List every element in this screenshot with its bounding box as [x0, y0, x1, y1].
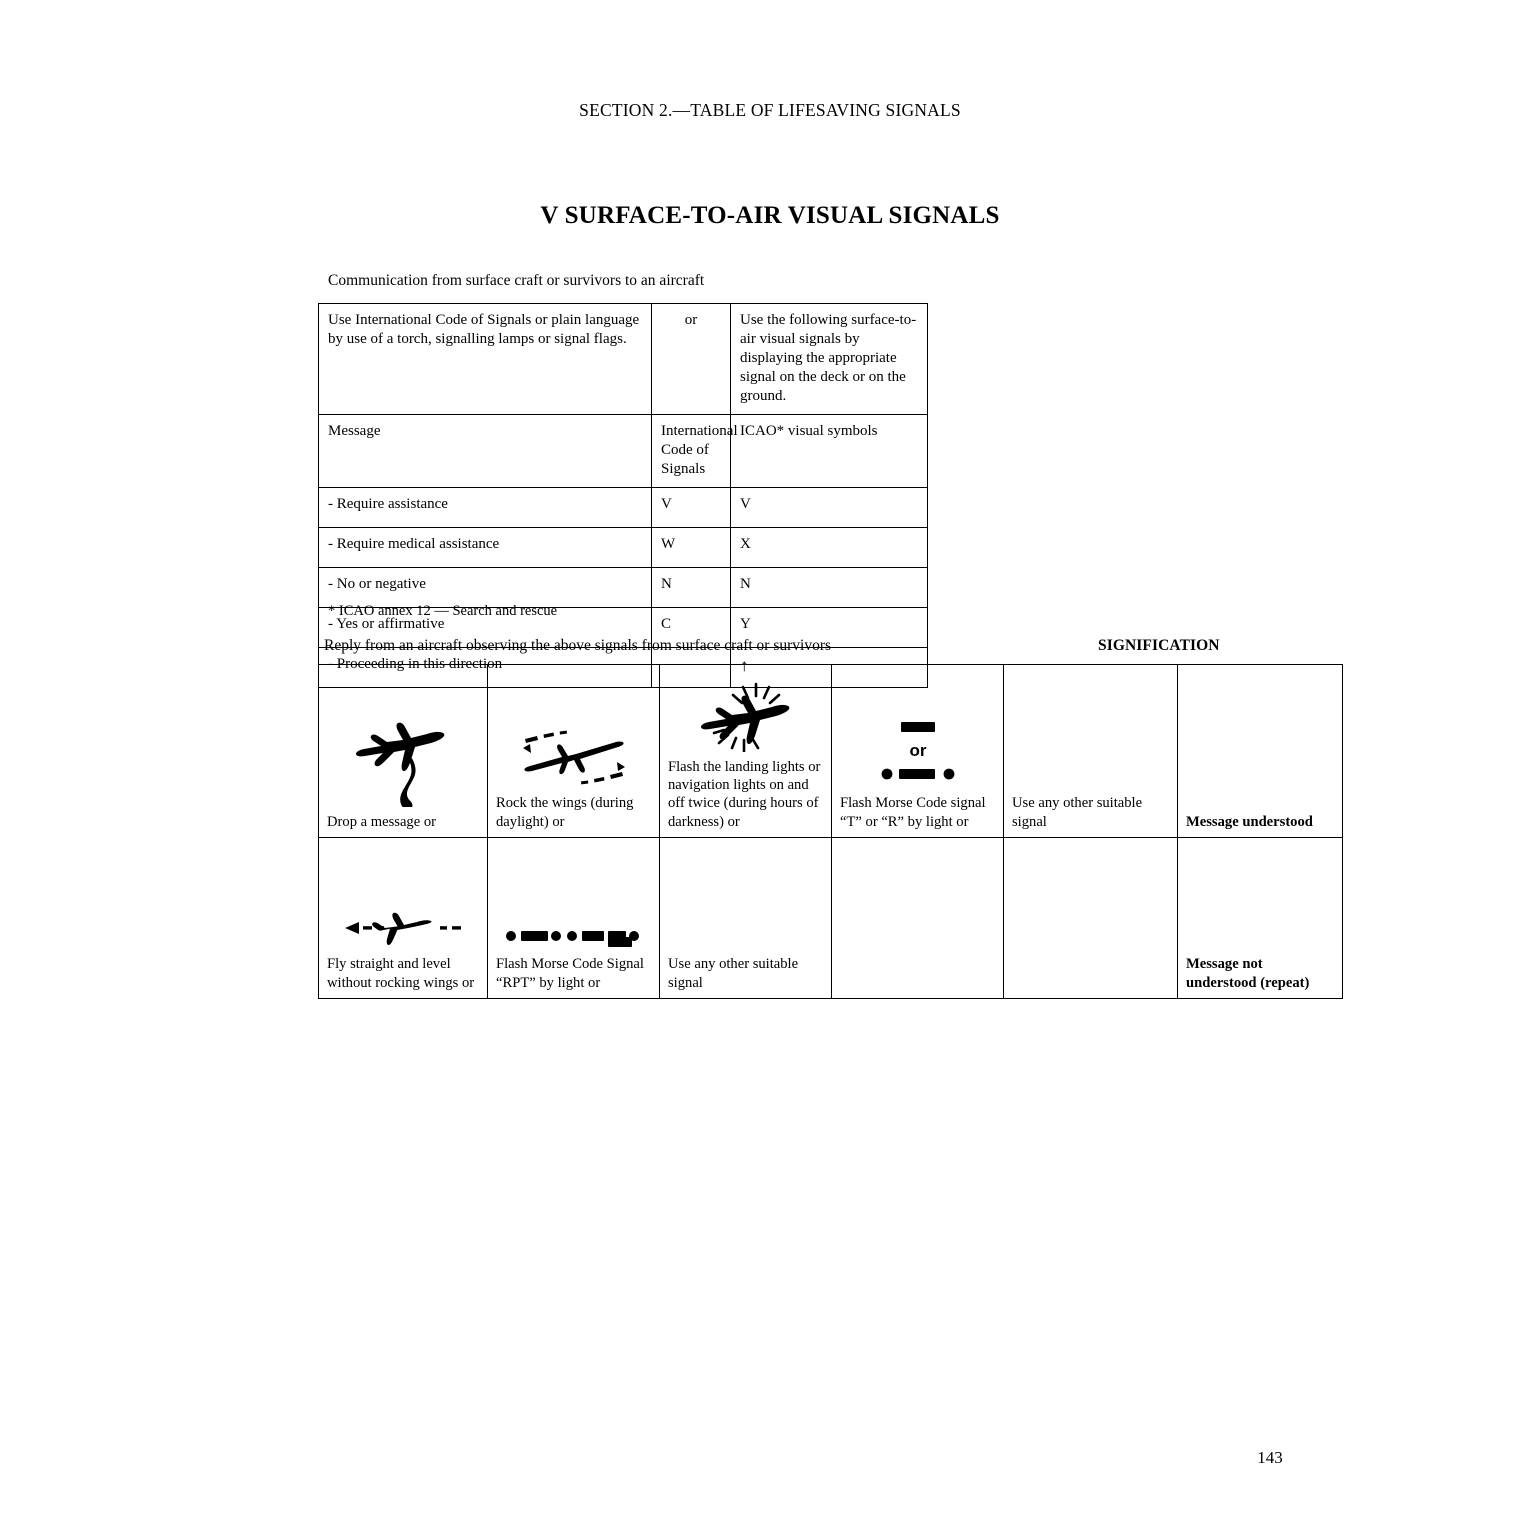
table-row: [319, 665, 1343, 838]
icao-footnote: * ICAO annex 12 — Search and rescue: [328, 603, 558, 619]
cell-other-suitable-signal: Use any other suitable signal: [660, 838, 832, 999]
cell-icao: Y: [731, 608, 928, 648]
cell-empty: [1004, 838, 1178, 999]
cell-message: - No or negative: [319, 568, 652, 608]
aircraft-flash-lights-icon: [686, 672, 806, 752]
aircraft-reply-signals-table: [318, 664, 1343, 999]
cell-icao: X: [731, 528, 928, 568]
running-head: SECTION 2.—TABLE OF LIFESAVING SIGNALS: [579, 100, 961, 120]
banner-left-cell: Use International Code of Signals or plain language by use of a torch, signalling lamps or signal flags.: [319, 304, 652, 415]
cell-other-suitable-signal: Use any other suitable signal: [1004, 665, 1178, 838]
table-row: [319, 488, 928, 528]
banner-connector-cell: or: [652, 304, 731, 415]
signification-header: SIGNIFICATION: [1098, 637, 1220, 654]
cell-message: - Proceeding in this direction: [319, 648, 652, 688]
cell-morse-rpt: [488, 838, 660, 999]
cell-ics: N: [652, 568, 731, 608]
table-row: [319, 528, 928, 568]
cell-ics: V: [652, 488, 731, 528]
cell-signification: Message not understood (repeat): [1178, 838, 1343, 999]
page-title: V SURFACE-TO-AIR VISUAL SIGNALS: [540, 202, 1000, 229]
morse-rpt-tail-icon: [604, 935, 644, 949]
table-row: [319, 838, 1343, 999]
cell-icao: N: [731, 568, 928, 608]
cell-drop-message: [319, 665, 488, 838]
caption: Rock the wings (during daylight) or: [496, 795, 634, 830]
banner-right-cell: Use the following surface-to-air visual signals by displaying the appropriate signal on the deck or on the ground.: [731, 304, 928, 415]
aircraft-drop-message-icon: [347, 711, 459, 807]
table-row-banner: [319, 304, 928, 415]
surface-to-air-intro: Communication from surface craft or survivors to an aircraft: [328, 272, 705, 289]
caption: Fly straight and level without rocking wings or: [327, 956, 475, 991]
cell-ics: C: [652, 608, 731, 648]
cell-empty: [832, 838, 1004, 999]
cell-message: - Require assistance: [319, 488, 652, 528]
surface-to-air-signals-table: [318, 303, 928, 688]
aircraft-rock-wings-icon: [510, 726, 638, 788]
cell-icao: V: [731, 488, 928, 528]
cell-message: - Yes or affirmative: [319, 608, 652, 648]
morse-t-or-r-icon: [863, 714, 973, 788]
svg-text:or: or: [909, 741, 926, 761]
cell-morse-t-or-r: [832, 665, 1004, 838]
table-header-row: [319, 415, 928, 488]
cell-flash-lights: [660, 665, 832, 838]
column-header-icao-symbols: ICAO* visual symbols: [731, 415, 928, 488]
caption: Flash Morse Code Signal “RPT” by light or: [496, 956, 644, 991]
caption: Flash Morse Code signal “T” or “R” by light or: [840, 795, 986, 830]
column-header-international-code: International Code of Signals: [652, 415, 731, 488]
cell-fly-level: [319, 838, 488, 999]
aircraft-reply-intro: Reply from an aircraft observing the above signals from surface craft or survivors: [324, 637, 832, 654]
cell-signification: Message understood: [1178, 665, 1343, 838]
caption: Drop a message or: [327, 813, 437, 830]
cell-ics: W: [652, 528, 731, 568]
cell-message: - Require medical assistance: [319, 528, 652, 568]
caption: Flash the landing lights or navigation lights on and off twice (during hours of darkness) or: [668, 758, 821, 830]
page-number: 143: [1257, 1448, 1283, 1467]
cell-icao-direction-arrow: ↑: [731, 648, 928, 688]
aircraft-fly-level-icon: [337, 907, 469, 949]
column-header-message: Message: [319, 415, 652, 488]
table-row: [319, 568, 928, 608]
cell-rock-wings: [488, 665, 660, 838]
